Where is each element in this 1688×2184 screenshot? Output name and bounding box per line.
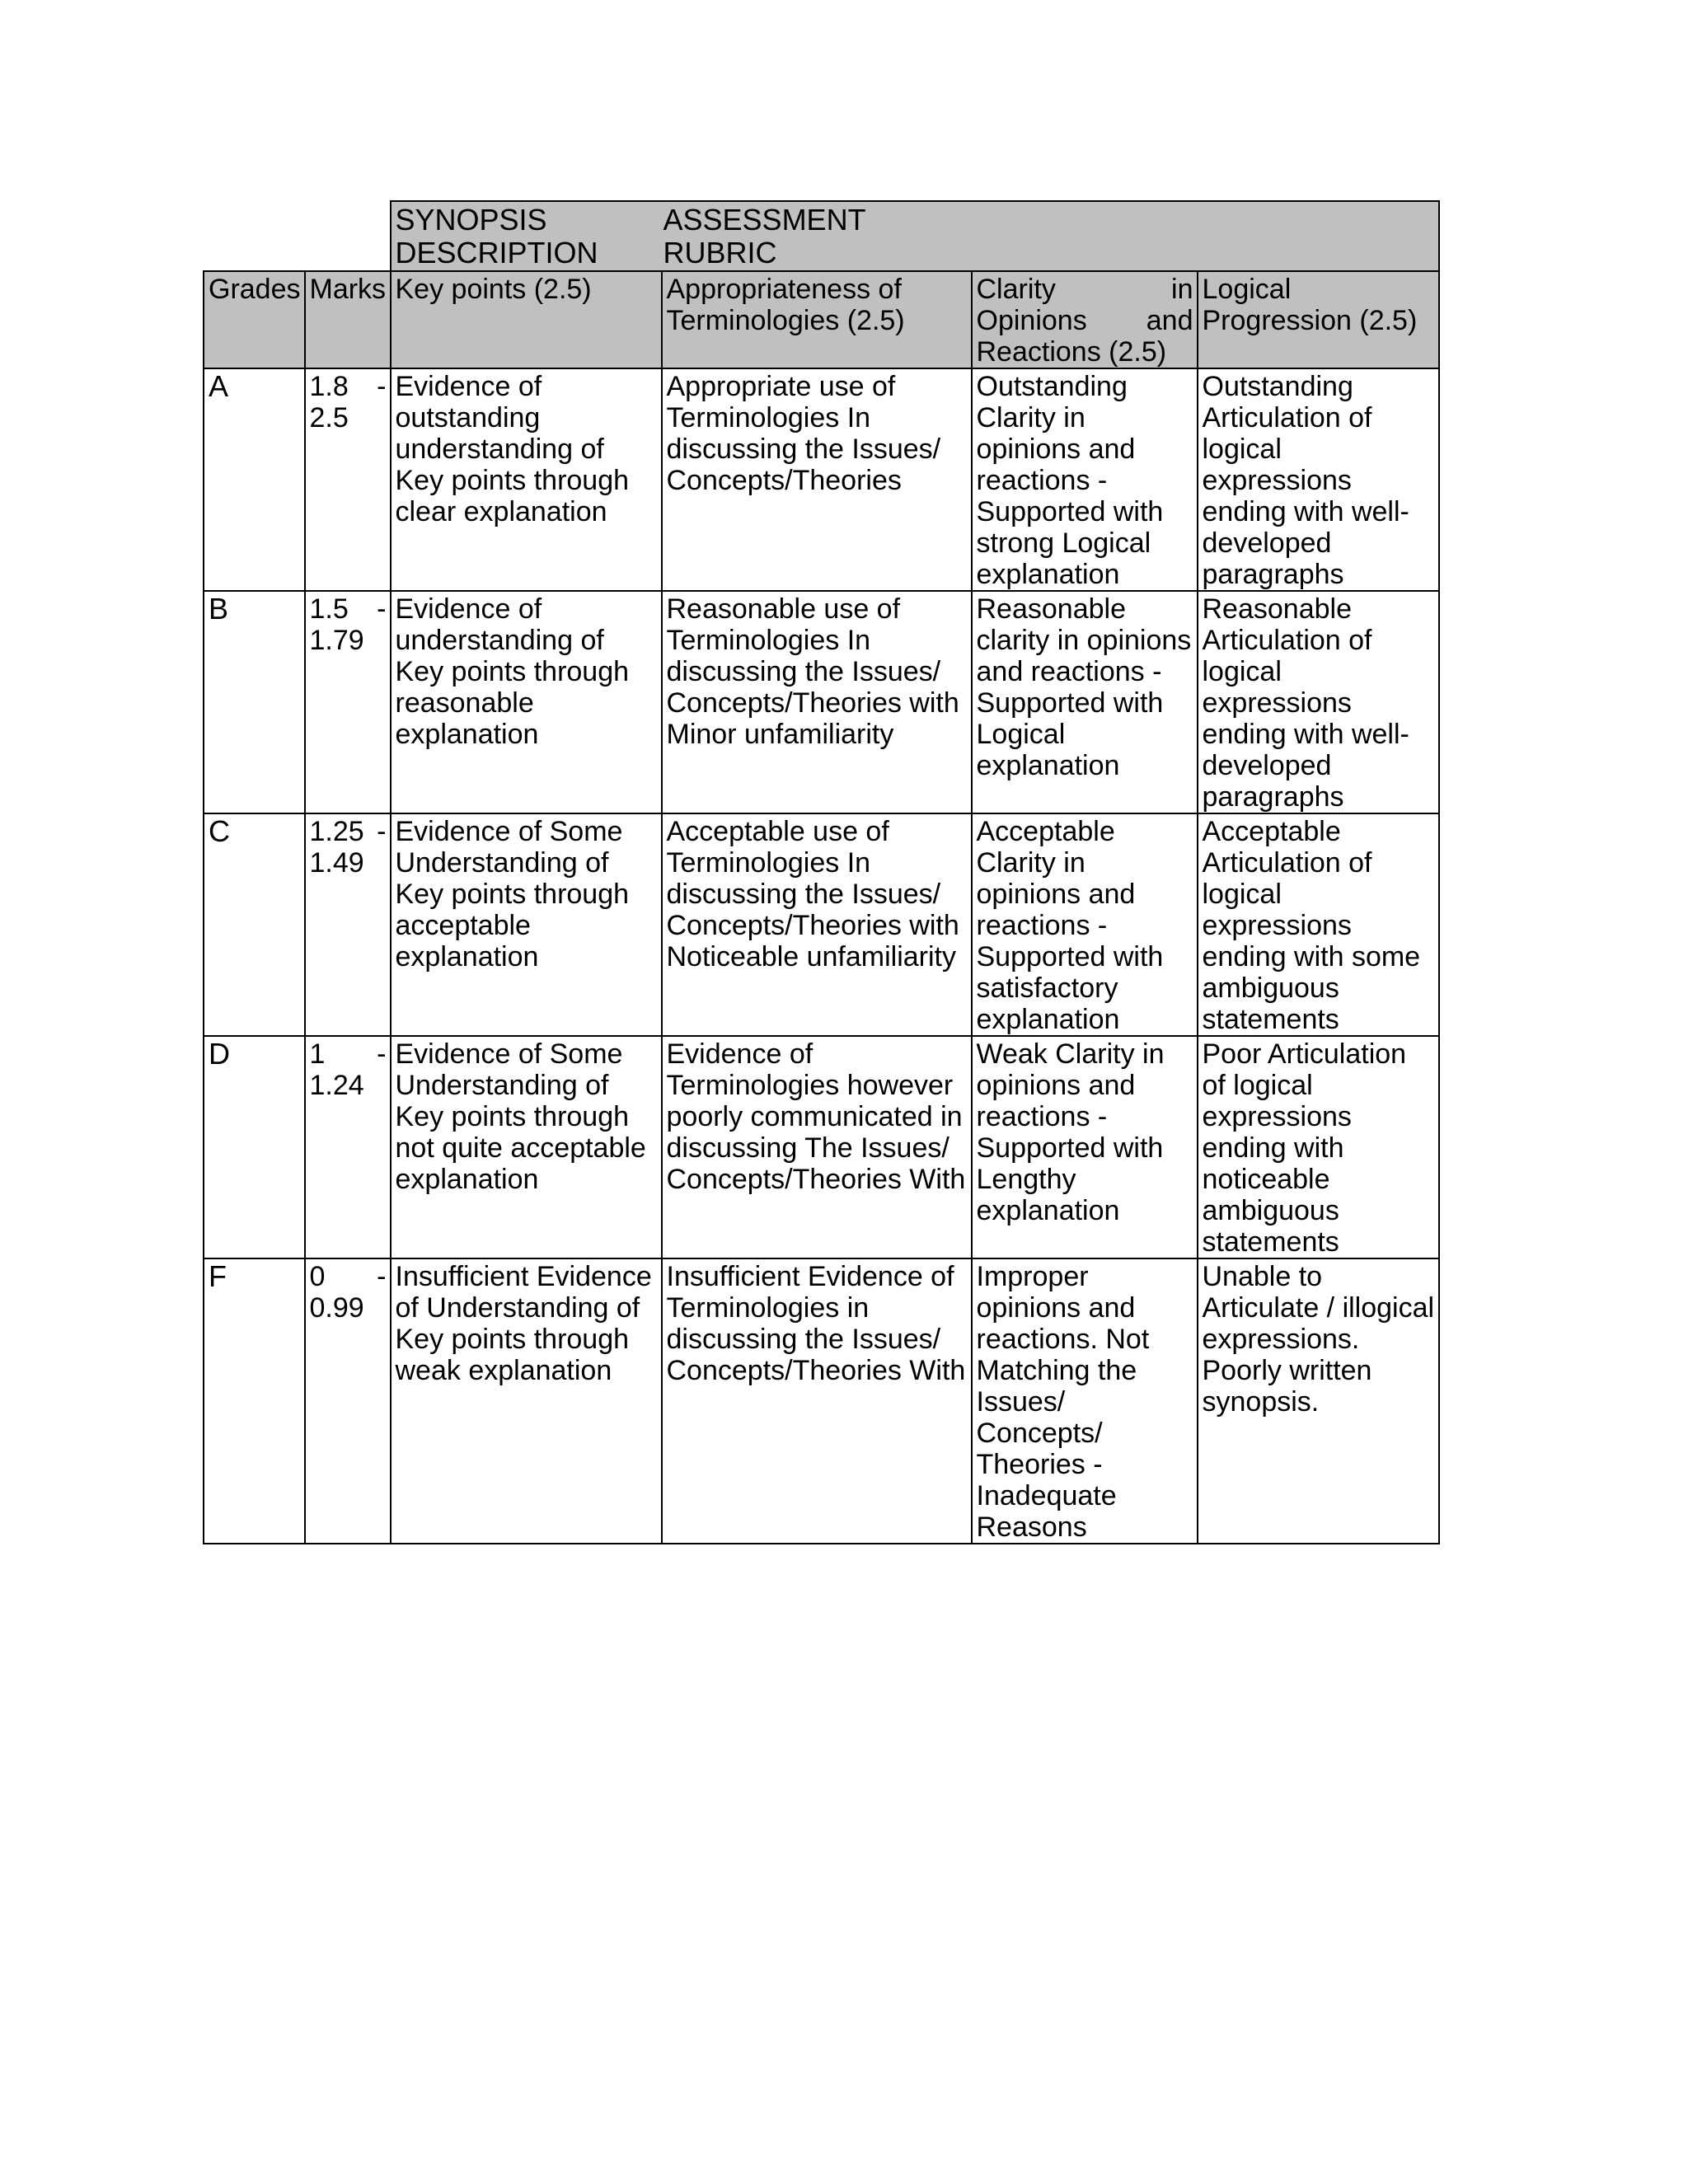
header-logical: Logical Progression (2.5) [1198, 271, 1439, 368]
clarity-cell: Weak Clarity in opinions and reactions - Supported with Lengthy explanation [972, 1036, 1198, 1258]
grade-cell: C [204, 813, 305, 1036]
logical-cell: Reasonable Articulation of logical expressions ending with well-developed paragraphs [1198, 591, 1439, 813]
key-points-cell: Evidence of understanding of Key points through reasonable explanation [391, 591, 662, 813]
terminologies-cell: Reasonable use of Terminologies In discussing the Issues/ Concepts/Theories with Minor unfamiliarity [662, 591, 972, 813]
rubric-title [391, 201, 1439, 271]
header-row [204, 271, 1439, 368]
logical-cell: Outstanding Articulation of logical expressions ending with well-developed paragraphs [1198, 368, 1439, 591]
logical-cell: Unable to Articulate / illogical expressions. Poorly written synopsis. [1198, 1258, 1439, 1544]
header-terminologies: Appropriateness of Terminologies (2.5) [662, 271, 972, 368]
header-marks: Marks [305, 271, 391, 368]
header-grades: Grades [204, 271, 305, 368]
logical-cell: Poor Articulation of logical expressions ending with noticeable ambiguous statements [1198, 1036, 1439, 1258]
clarity-cell: Outstanding Clarity in opinions and reactions - Supported with strong Logical explanation [972, 368, 1198, 591]
table-row [204, 368, 1439, 591]
clarity-cell: Acceptable Clarity in opinions and reactions - Supported with satisfactory explanation [972, 813, 1198, 1036]
logical-cell: Acceptable Articulation of logical expressions ending with some ambiguous statements [1198, 813, 1439, 1036]
title-row [204, 201, 1439, 271]
marks-cell: 1.5 - 1.79 [305, 591, 391, 813]
grade-cell: B [204, 591, 305, 813]
terminologies-cell: Acceptable use of Terminologies In discussing the Issues/ Concepts/Theories with Noticeable unfamiliarity [662, 813, 972, 1036]
marks-cell: 1.25 - 1.49 [305, 813, 391, 1036]
key-points-cell: Evidence of outstanding understanding of Key points through clear explanation [391, 368, 662, 591]
terminologies-cell: Insufficient Evidence of Terminologies in discussing the Issues/ Concepts/Theories With [662, 1258, 972, 1544]
blank-cell [305, 201, 391, 271]
grade-cell: D [204, 1036, 305, 1258]
key-points-cell: Evidence of Some Understanding of Key points through not quite acceptable explanation [391, 1036, 662, 1258]
grade-cell: F [204, 1258, 305, 1544]
key-points-cell: Evidence of Some Understanding of Key points through acceptable explanation [391, 813, 662, 1036]
title-right: ASSESSMENT RUBRIC [663, 203, 865, 269]
grade-cell: A [204, 368, 305, 591]
clarity-cell: Improper opinions and reactions. Not Matching the Issues/ Concepts/ Theories - Inadequate Reasons [972, 1258, 1198, 1544]
clarity-cell: Reasonable clarity in opinions and reactions - Supported with Logical explanation [972, 591, 1198, 813]
header-clarity: Clarity in Opinions and Reactions (2.5) [972, 271, 1198, 368]
assessment-rubric-table [203, 200, 1440, 1544]
terminologies-cell: Evidence of Terminologies however poorly communicated in discussing The Issues/ Concepts/Theories With [662, 1036, 972, 1258]
key-points-cell: Insufficient Evidence of Understanding of Key points through weak explanation [391, 1258, 662, 1544]
table-row [204, 813, 1439, 1036]
title-left: SYNOPSIS DESCRIPTION [395, 203, 598, 269]
marks-cell: 1.8 - 2.5 [305, 368, 391, 591]
table-row [204, 1258, 1439, 1544]
table-row [204, 591, 1439, 813]
blank-cell [204, 201, 305, 271]
table-row [204, 1036, 1439, 1258]
terminologies-cell: Appropriate use of Terminologies In discussing the Issues/ Concepts/Theories [662, 368, 972, 591]
marks-cell: 0 - 0.99 [305, 1258, 391, 1544]
header-key-points: Key points (2.5) [391, 271, 662, 368]
marks-cell: 1 - 1.24 [305, 1036, 391, 1258]
